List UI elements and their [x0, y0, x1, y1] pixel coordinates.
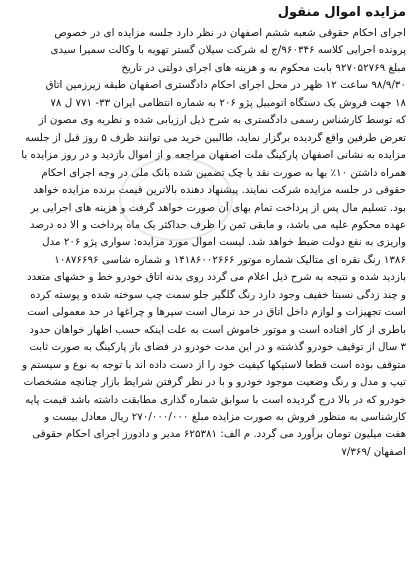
notice-line-17: است تجهیزات و لوازم داخل اتاق در حد نرمال است سپرها و چراغها در حد معمولی است [27, 306, 406, 319]
notice-line-9: همراه داشتن ۱۰٪ بها به صورت نقد یا چک تضمین شده بانک ملی در وجه اجرای احکام [41, 166, 406, 179]
notice-line-23: کارشناسی به منظور فروش به صورت مزایده مبلغ ۲۷۰/۰۰۰/۰۰۰ ریال معادل بیست و [44, 410, 406, 423]
notice-line-4: ۹۸/۹/۳۰ ساعت ۱۲ ظهر در محل اجرای احکام دادگستری اصفهان طبقه زیرزمین اتاق [45, 79, 406, 92]
notice-line-14: ۱۳۸۶ رنگ نقره ای متالیک شماره موتور ۱۴۱۸۶۰۰۲۶۶۶ و شماره شاسی ۱۰۸۷۶۶۹۶ [54, 253, 406, 266]
notice-line-25: اصفهان /۷/۳۶۹ [341, 445, 406, 458]
notice-line-1: اجرای احکام حقوقی شعبه ششم اصفهان در نظر دارد جلسه مزایده ای در خصوص [54, 27, 406, 39]
notice-line-5: ۱۸ جهت فروش یک دستگاه اتومبیل پژو ۲۰۶ به شماره انتظامی ایران ۳۳- ۷۷۱ ل ۷۸ [50, 96, 406, 109]
notice-line-19: ۳ سال از توقیف خودرو گذشته و در این مدت خودرو در فضای باز پارکینگ به صورت ثابت [29, 341, 406, 354]
notice-line-16: و چند زدگی نسبتا خفیف وجود دارد رنگ گلگیر جلو سمت چپ سوخته شده و پوسته کرده [30, 288, 406, 301]
notice-line-6: که توسط کارشناس رسمی دادگستری به شرح ذیل ارزیابی شده و نظریه وی مصون از [38, 114, 406, 127]
notice-line-21: تیپ و مدل و رنگ وضعیت موجود خودرو و با در نظر گرفتن شرایط بازار چنانچه مشخصات [23, 376, 406, 389]
notice-line-2: پرونده اجرایی کلاسه ۹۶۰۳۴۶/ج له شرکت سیلان گستر تهویه با وکالت سمیرا سیدی [50, 44, 406, 57]
notice-line-10: حقوقی در جلسه مزایده شرکت نمایند. پیشنهاد دهنده بالاترین قیمت برنده مزایده خواهد [33, 184, 406, 197]
notice-line-22: خودرو که در بالا درج گردیده است با سوابق شماره گذاری مطابقت داشته باشد قیمت پایه [25, 393, 406, 406]
notice-line-3: مبلغ ۹۲۷۰۵۲۷۶۹ بابت محکوم به و هزینه های اجرای دولتی در تاریخ [121, 61, 406, 74]
notice-line-24: هفت میلیون تومان برآورد می گردد. م الف: ۶۲۵۳۸۱ مدیر و دادورز اجرای احکام حقوقی [32, 428, 406, 441]
notice-line-7: تعرض طرفین واقع گردیده برگزار نماید، طالبین خرید می توانند ظرف ۵ روز قبل از جلسه [25, 131, 406, 144]
notice-line-12: عهده محکوم علیه می باشد، و مابقی ثمن را ظرف حداکثر یک ماه پرداخت و الا ده درصد [29, 218, 406, 231]
notice-line-18: باطری از کار افتاده است و موتور خاموش است به علت اینکه حسب اظهار خواهان حدود [29, 323, 406, 336]
notice-line-8: مزایده به نشانی اصفهان پارکینگ ملت اصفهان مراجعه و از اموال بازدید و در روز مزایده با [21, 149, 406, 162]
notice-line-15: بازدید شده و نتیجه به شرح ذیل اعلام می گردد روی بدنه اتاق خودرو خط و خشهای متعدد [26, 271, 406, 284]
notice-line-20: متوقف بوده است قطعا لاستیکها کیفیت خود را از دست داده اند با توجه به نوع و سیستم و [22, 358, 406, 371]
notice-line-11: بود. تسلیم مال پس از پرداخت تمام بهای آن صورت خواهد گرفت و هزینه های اجرایی بر [30, 201, 406, 214]
notice-body [9, 25, 406, 461]
notice-line-13: واریزی به نفع دولت ضبط خواهد شد. لیست اموال مورد مزایده: سواری پژو ۲۰۶ مدل [42, 236, 406, 249]
notice-title: مزایده اموال منقول [277, 5, 406, 20]
